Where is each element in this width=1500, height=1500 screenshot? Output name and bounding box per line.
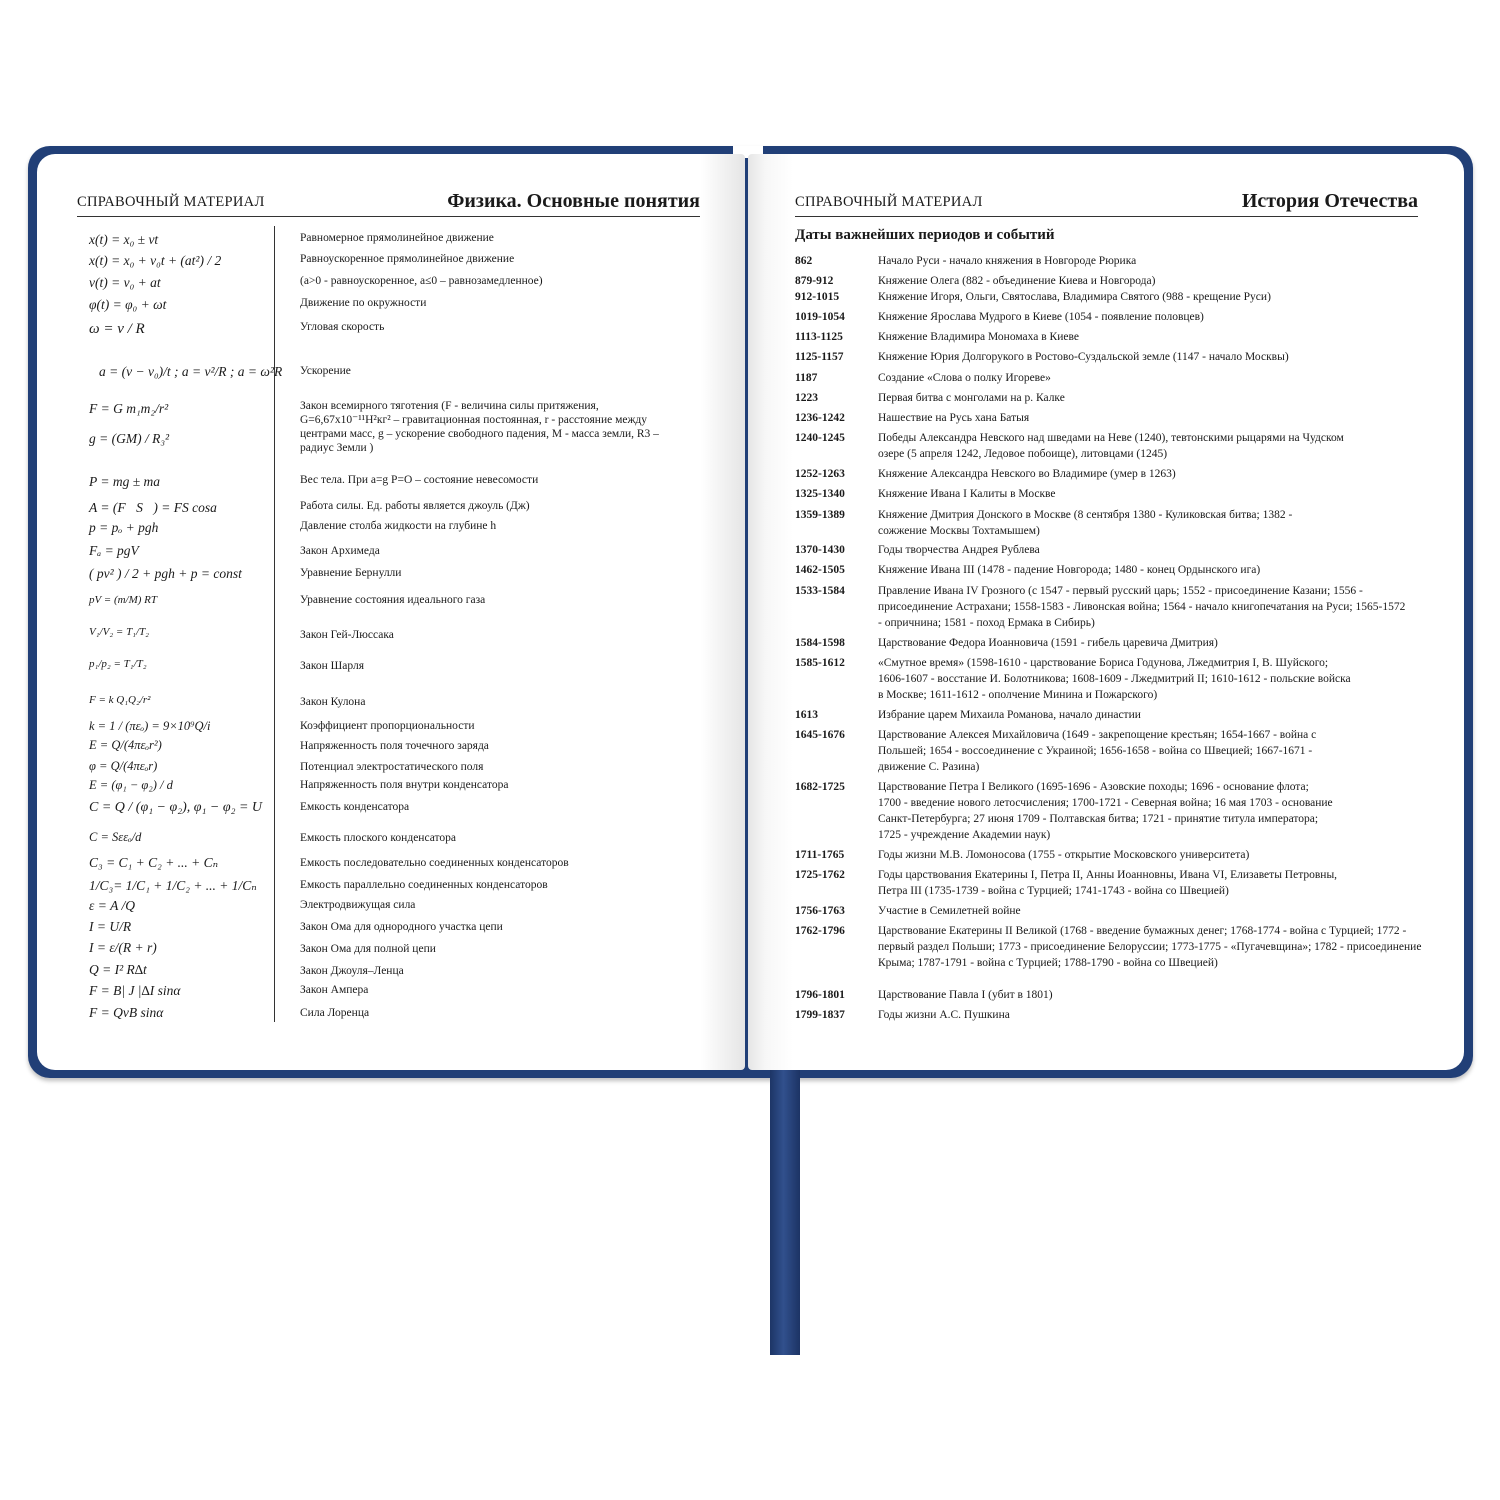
formula: Q = I² R∆t (89, 962, 147, 977)
formula-description: Работа силы. Ед. работы является джоуль (Дж) (300, 500, 530, 512)
left-page (37, 154, 745, 1070)
formula-description: Давление столба жидкости на глубине h (300, 520, 497, 532)
formula: P = mg ± ma (89, 474, 161, 489)
formula: C₃ = C₁ + C₂ + ... + Cₙ (89, 855, 219, 870)
formula-description: Закон Ампера (300, 984, 369, 996)
formula-description: Емкость параллельно соединенных конденсаторов (300, 879, 548, 891)
timeline-year: 879-912 (795, 275, 834, 287)
formula-description: Напряженность поля точечного заряда (300, 740, 489, 752)
formula: x(t) = x₀ + v₀t + (at²) / 2 (89, 253, 222, 268)
formula-description: Движение по окружности (300, 297, 427, 309)
formula: E = Q/(4πεₒr²) (89, 738, 162, 752)
formula: v(t) = v₀ + at (89, 275, 161, 290)
right-header-label: СПРАВОЧНЫЙ МАТЕРИАЛ (795, 194, 983, 210)
formula: F = G m₁m₂/r² (89, 401, 169, 416)
timeline-event: Годы царствования Екатерины I, Петра II, Анны Иоанновны, Ивана VI, Елизаветы Петровны, Петра III (1735-1739 - война с Турцией; 1741-1743 - война со Швецией) (878, 869, 1338, 897)
formula-description: Напряженность поля внутри конденсатора (300, 779, 509, 791)
timeline-event: Княжение Ивана III (1478 - падение Новгорода; 1480 - конец Ордынского ига) (878, 564, 1261, 576)
timeline-year: 1533-1584 (795, 585, 845, 597)
formula-description: Коэффициент пропорциональности (300, 720, 475, 732)
formula-description: Ускорение (300, 365, 351, 377)
formula-description: Электродвижущая сила (300, 899, 416, 911)
timeline-year: 1125-1157 (795, 351, 844, 363)
formula-description: Закон Шарля (300, 660, 364, 672)
timeline-year: 1187 (795, 372, 818, 384)
formula-description: Закон Ома для однородного участка цепи (300, 921, 503, 933)
timeline-event: Избрание царем Михаила Романова, начало династии (878, 709, 1141, 721)
formula: F = B| J |∆I sinα (89, 983, 181, 998)
formula: p = pₒ + pgh (89, 520, 159, 535)
formula: F = QvB sinα (89, 1005, 164, 1020)
formula: g = (GM) / R₃² (89, 431, 170, 446)
formula: F = k Q₁Q₂/r² (89, 694, 151, 706)
right-page (748, 154, 1464, 1070)
formula: ε = A /Q (89, 898, 136, 913)
timeline-event: Царствование Павла I (убит в 1801) (878, 989, 1053, 1001)
timeline-event: Начало Руси - начало княжения в Новгороде Рюрика (878, 255, 1137, 267)
timeline-year: 1113-1125 (795, 331, 843, 343)
timeline-event: «Смутное время» (1598-1610 - царствование Бориса Годунова, Лжедмитрия I, В. Шуйского; 1606-1607 - восстание И. Болотникова; 1608-1609 - Лжедмитрий II; 1610-1612 - польские войска в Москве; 1611-1612 - ополчение Минина и Пожарского) (878, 657, 1351, 701)
timeline-year: 1584-1598 (795, 637, 845, 649)
formula: ( pv² ) / 2 + pgh + p = const (89, 566, 242, 581)
formula: ω = v / R (89, 321, 145, 337)
timeline-event: Княжение Олега (882 - объединение Киева и Новгорода) (878, 275, 1156, 287)
timeline-event: Княжение Ярослава Мудрого в Киеве (1054 - появление половцев) (878, 311, 1204, 323)
timeline-year: 1711-1765 (795, 849, 845, 861)
formula: φ = Q/(4πεₒr) (89, 759, 158, 773)
timeline-event: Княжение Игоря, Ольги, Святослава, Владимира Святого (988 - крещение Руси) (878, 291, 1271, 303)
bookmark-ribbon (770, 1070, 800, 1355)
formula: A = (F⃗S⃗) = FS cosa (89, 500, 217, 515)
timeline-year: 1462-1505 (795, 564, 845, 576)
timeline-event: Княжение Александра Невского во Владимире (умер в 1263) (878, 468, 1176, 480)
formula: C = Sεεₒ/d (89, 830, 142, 844)
timeline-year: 1796-1801 (795, 989, 845, 1001)
formula-description: Потенциал электростатического поля (300, 761, 484, 773)
section-title: Даты важнейших периодов и событий (795, 227, 1055, 243)
timeline-year: 1370-1430 (795, 544, 845, 556)
formula: I = ε/(R + r) (89, 940, 157, 955)
left-header-title: Физика. Основные понятия (447, 190, 700, 212)
timeline-year: 1725-1762 (795, 869, 845, 881)
formula-description: Уравнение состояния идеального газа (300, 594, 486, 606)
timeline-year: 862 (795, 255, 813, 267)
formula: 1/C₃= 1/C₁ + 1/C₂ + ... + 1/Cₙ (89, 878, 257, 893)
formula-description: Закон Архимеда (300, 545, 380, 557)
formula-description: Закон Джоуля–Ленца (300, 965, 404, 977)
timeline-year: 1359-1389 (795, 509, 845, 521)
timeline-event: Победы Александра Невского над шведами на Неве (1240), тевтонскими рыцарями на Чудском озере (5 апреля 1242, Ледовое побоище), литовцами (1245) (878, 432, 1344, 460)
left-page-header (77, 188, 700, 217)
formula: p₁/p₂ = T₁/T₂ (89, 658, 147, 670)
timeline-year: 1223 (795, 392, 818, 404)
formula-description: Уравнение Бернулли (300, 567, 402, 579)
formula: V₁/V₂ = T₁/T₂ (89, 626, 150, 638)
formula-description: Закон Кулона (300, 696, 366, 708)
formula-description: (a>0 - равноускоренное, a≤0 – равнозамедленное) (300, 275, 543, 287)
formula: k = 1 / (πεₒ) = 9×10⁹Q/i (89, 719, 211, 733)
formula: φ(t) = φ₀ + ωt (89, 297, 167, 312)
timeline-year: 1325-1340 (795, 488, 845, 500)
timeline-event: Создание «Слова о полку Игореве» (878, 372, 1051, 384)
timeline-year: 1236-1242 (795, 412, 845, 424)
timeline-year: 1762-1796 (795, 925, 845, 937)
timeline-event: Первая битва с монголами на р. Калке (878, 392, 1065, 404)
formula: I = U/R (89, 919, 132, 934)
timeline-year: 1019-1054 (795, 311, 845, 323)
timeline-event: Правление Ивана IV Грозного (с 1547 - первый русский царь; 1552 - присоединение Казани; 1556 - присоединение Астрахани; 1558-1583 - Ливонская война; 1564 - начало книгопечатания на Руси; 1565-1572 - опричнина; 1581 - поход Ермака в Сибирь) (878, 585, 1406, 629)
timeline-event: Царствование Екатерины II Великой (1768 - введение бумажных денег; 1768-1774 - война с Турцией; 1772 - первый раздел Польши; 1773 - присоединение Белоруссии; 1773-1775 - «Пугачевщина»; 1782 - присоединение Крыма; 1787-1791 - война с Турцией; 1788-1790 - война со Швецией) (878, 925, 1422, 969)
formula-description: Равномерное прямолинейное движение (300, 232, 494, 244)
formula: E = (φ₁ − φ₂) / d (89, 778, 173, 792)
formula: x(t) = x₀ ± vt (89, 232, 159, 247)
formula-description: Закон Гей-Люссака (300, 629, 394, 641)
right-page-header (795, 188, 1418, 217)
formula: C = Q / (φ₁ − φ₂), φ₁ − φ₂ = U (89, 800, 263, 815)
formula-description: Равноускоренное прямолинейное движение (300, 253, 515, 265)
formula: a = (v − v₀)/t ; a = v²/R ; a = ω²R (99, 364, 283, 379)
formula-description: Вес тела. При a=g P=O – состояние невесомости (300, 474, 539, 486)
formula-description: Закон всемирного тяготения (F - величина силы притяжения, G=6,67х10⁻¹¹Н²кг² – гравитационная постоянная, r - расстояние между центрами масс, g – ускорение свободного падения, M - масса земли, R3 – радиус Земли ) (300, 400, 659, 454)
timeline-event: Княжение Владимира Мономаха в Киеве (878, 331, 1079, 343)
formula-description: Сила Лоренца (300, 1007, 370, 1019)
formula-description: Емкость последовательно соединенных конденсаторов (300, 857, 569, 869)
formula: Fₐ = pgV (89, 543, 139, 558)
formula: pV = (m/M) RT (89, 594, 158, 606)
timeline-event: Княжение Юрия Долгорукого в Ростово-Суздальской земле (1147 - начало Москвы) (878, 351, 1289, 363)
column-divider (274, 226, 275, 1022)
timeline-year: 1252-1263 (795, 468, 845, 480)
timeline-year: 1682-1725 (795, 781, 845, 793)
timeline-event: Годы жизни М.В. Ломоносова (1755 - открытие Московского университета) (878, 849, 1250, 861)
timeline-year: 1799-1837 (795, 1009, 845, 1021)
timeline-event: Нашествие на Русь хана Батыя (878, 412, 1030, 424)
timeline-event: Княжение Ивана I Калиты в Москве (878, 488, 1056, 500)
left-header-label: СПРАВОЧНЫЙ МАТЕРИАЛ (77, 194, 265, 210)
formula-description: Угловая скорость (300, 321, 385, 333)
timeline-year: 1756-1763 (795, 905, 845, 917)
formula-description: Емкость конденсатора (300, 801, 410, 813)
formula-description: Емкость плоского конденсатора (300, 832, 456, 844)
timeline-event: Годы жизни А.С. Пушкина (878, 1009, 1010, 1021)
timeline-event: Княжение Дмитрия Донского в Москве (8 сентября 1380 - Куликовская битва; 1382 - сожжение Москвы Тохтамышем) (878, 509, 1293, 537)
timeline-event: Царствование Алексея Михайловича (1649 - закрепощение крестьян; 1654-1667 - война с Польшей; 1654 - воссоединение с Украиной; 1656-1658 - война со Швецией; 1667-1671 - движение С. Разина) (878, 729, 1317, 773)
timeline-year: 1613 (795, 709, 818, 721)
formula-description: Закон Ома для полной цепи (300, 943, 436, 955)
timeline-year: 912-1015 (795, 291, 840, 303)
timeline-year: 1585-1612 (795, 657, 845, 669)
timeline-event: Годы творчества Андрея Рублева (878, 544, 1040, 556)
right-header-title: История Отечества (1241, 190, 1418, 212)
timeline-event: Участие в Семилетней войне (878, 905, 1021, 917)
timeline-event: Царствование Петра I Великого (1695-1696 - Азовские походы; 1696 - основание флота; 1700 - введение нового летосчисления; 1700-1721 - Северная война; 16 мая 1703 - основание Санкт-Петербурга; 27 июня 1709 - Полтавская битва; 1721 - принятие титула императора; 1725 - учреждение Академии наук) (878, 781, 1333, 841)
timeline-event: Царствование Федора Иоанновича (1591 - гибель царевича Дмитрия) (878, 637, 1218, 649)
timeline-year: 1240-1245 (795, 432, 845, 444)
timeline-year: 1645-1676 (795, 729, 845, 741)
